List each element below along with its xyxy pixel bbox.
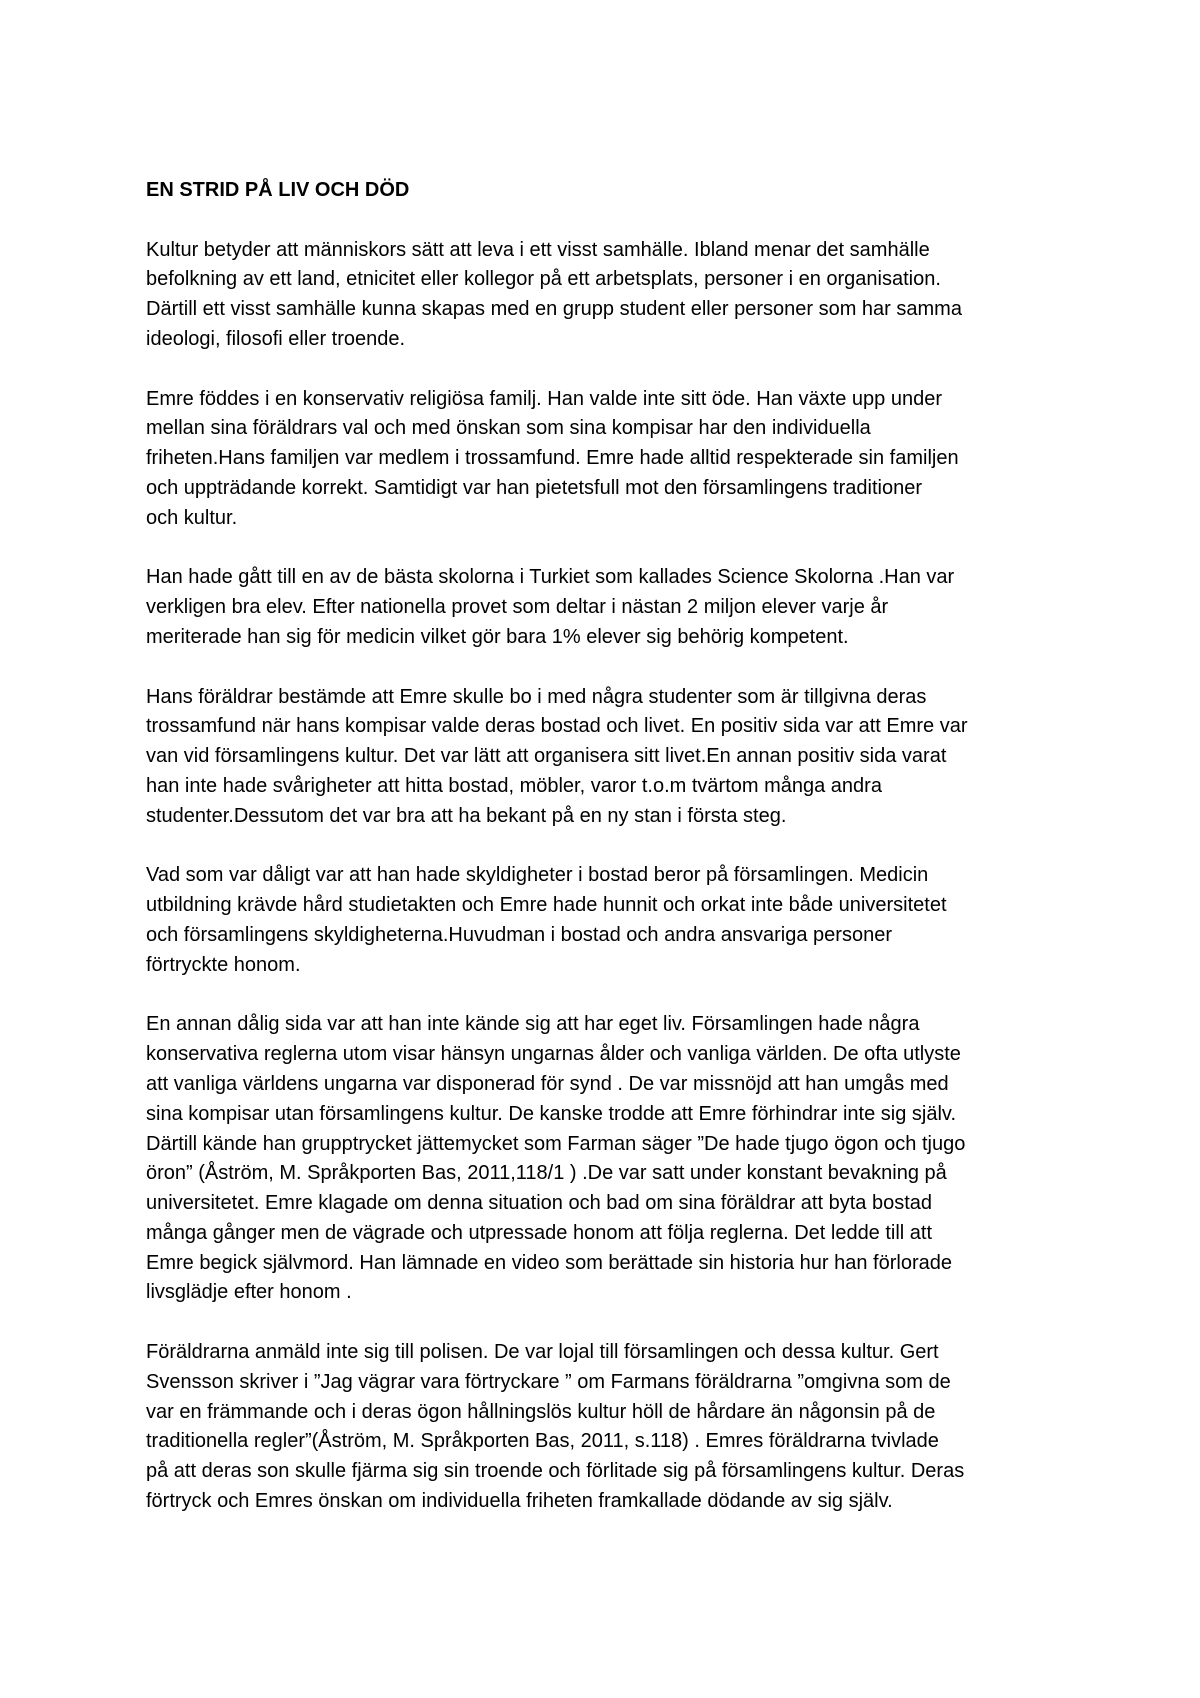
paragraph bbox=[146, 1010, 1086, 1308]
text-line: Han hade gått till en av de bästa skolorna i Turkiet som kallades Science Skolorna .Han var bbox=[146, 566, 955, 589]
text-line: meriterade han sig för medicin vilket gör bara 1% elever sig behörig kompetent. bbox=[146, 625, 849, 648]
paragraph bbox=[146, 385, 1086, 534]
text-line: Därtill kände han grupptrycket jättemycket som Farman säger ”De hade tjugo ögon och tjugo bbox=[146, 1132, 966, 1155]
text-line: van vid församlingens kultur. Det var lätt att organisera sitt livet.En annan positiv sida varat bbox=[146, 745, 947, 768]
text-line: och församlingens skyldigheterna.Huvudman i bostad och andra ansvariga personer bbox=[146, 923, 892, 946]
text-line: Vad som var dåligt var att han hade skyldigheter i bostad beror på församlingen. Medicin bbox=[146, 864, 929, 887]
text-line: att vanliga världens ungarna var disponerad för synd . De var missnöjd att han umgås med bbox=[146, 1072, 949, 1095]
text-line: trossamfund när hans kompisar valde deras bostad och livet. En positiv sida var att Emre var bbox=[146, 715, 968, 738]
text-line: befolkning av ett land, etnicitet eller kollegor på ett arbetsplats, personer i en organisation. bbox=[146, 268, 941, 291]
document-body bbox=[146, 176, 1086, 1547]
text-line: Föräldrarna anmäld inte sig till polisen. De var lojal till församlingen och dessa kultur. Gert bbox=[146, 1341, 939, 1364]
text-line: på att deras son skulle fjärma sig sin troende och förlitade sig på församlingens kultur. Deras bbox=[146, 1460, 965, 1483]
document-title: EN STRID PÅ LIV OCH DÖD bbox=[146, 179, 410, 201]
text-line: förtryck och Emres önskan om individuella friheten framkallade dödande av sig själv. bbox=[146, 1490, 893, 1513]
paragraph bbox=[146, 1338, 1086, 1517]
paragraph bbox=[146, 861, 1086, 980]
paragraph-list bbox=[146, 236, 1086, 1517]
text-line: och uppträdande korrekt. Samtidigt var han pietetsfull mot den församlingens traditioner bbox=[146, 476, 922, 499]
text-line: Emre begick självmord. Han lämnade en video som berättade sin historia hur han förlorade bbox=[146, 1251, 952, 1274]
text-line: Hans föräldrar bestämde att Emre skulle bo i med några studenter som är tillgivna deras bbox=[146, 685, 927, 708]
paragraph bbox=[146, 236, 1086, 355]
text-line: konservativa reglerna utom visar hänsyn ungarnas ålder och vanliga världen. De ofta utlyste bbox=[146, 1043, 961, 1066]
text-line: verkligen bra elev. Efter nationella provet som deltar i nästan 2 miljon elever varje år bbox=[146, 596, 889, 619]
text-line: livsglädje efter honom . bbox=[146, 1281, 352, 1304]
text-line: studenter.Dessutom det var bra att ha bekant på en ny stan i första steg. bbox=[146, 804, 787, 827]
text-line: förtryckte honom. bbox=[146, 953, 301, 976]
text-line: universitetet. Emre klagade om denna situation och bad om sina föräldrar att byta bostad bbox=[146, 1192, 933, 1215]
text-line: och kultur. bbox=[146, 506, 238, 529]
paragraph bbox=[146, 683, 1086, 832]
paragraph bbox=[146, 563, 1086, 652]
text-line: Emre föddes i en konservativ religiösa familj. Han valde inte sitt öde. Han växte upp under bbox=[146, 387, 942, 410]
text-line: traditionella regler”(Åström, M. Språkporten Bas, 2011, s.118) . Emres föräldrarna tvivlade bbox=[146, 1430, 939, 1453]
text-line: En annan dålig sida var att han inte kände sig att har eget liv. Församlingen hade några bbox=[146, 1013, 920, 1036]
text-line: Därtill ett visst samhälle kunna skapas med en grupp student eller personer som har samma bbox=[146, 298, 962, 321]
text-line: friheten.Hans familjen var medlem i trossamfund. Emre hade alltid respekterade sin familjen bbox=[146, 447, 959, 470]
text-line: utbildning krävde hård studietakten och Emre hade hunnit och orkat inte både universitetet bbox=[146, 894, 947, 917]
text-line: han inte hade svårigheter att hitta bostad, möbler, varor t.o.m tvärtom många andra bbox=[146, 774, 882, 797]
text-line: sina kompisar utan församlingens kultur. De kanske trodde att Emre förhindrar inte sig själv. bbox=[146, 1102, 956, 1125]
text-line: ideologi, filosofi eller troende. bbox=[146, 327, 406, 350]
text-line: Svensson skriver i ”Jag vägrar vara förtryckare ” om Farmans föräldrarna ”omgivna som de bbox=[146, 1370, 951, 1393]
text-line: Kultur betyder att människors sätt att leva i ett visst samhälle. Ibland menar det samhälle bbox=[146, 238, 930, 261]
text-line: många gånger men de vägrade och utpressade honom att följa reglerna. Det ledde till att bbox=[146, 1221, 933, 1244]
text-line: var en främmande och i deras ögon hållningslös kultur höll de hårdare än någonsin på de bbox=[146, 1400, 936, 1423]
text-line: öron” (Åström, M. Språkporten Bas, 2011,118/1 ) .De var satt under konstant bevakning på bbox=[146, 1162, 947, 1185]
text-line: mellan sina föräldrars val och med önskan som sina kompisar har den individuella bbox=[146, 417, 871, 440]
